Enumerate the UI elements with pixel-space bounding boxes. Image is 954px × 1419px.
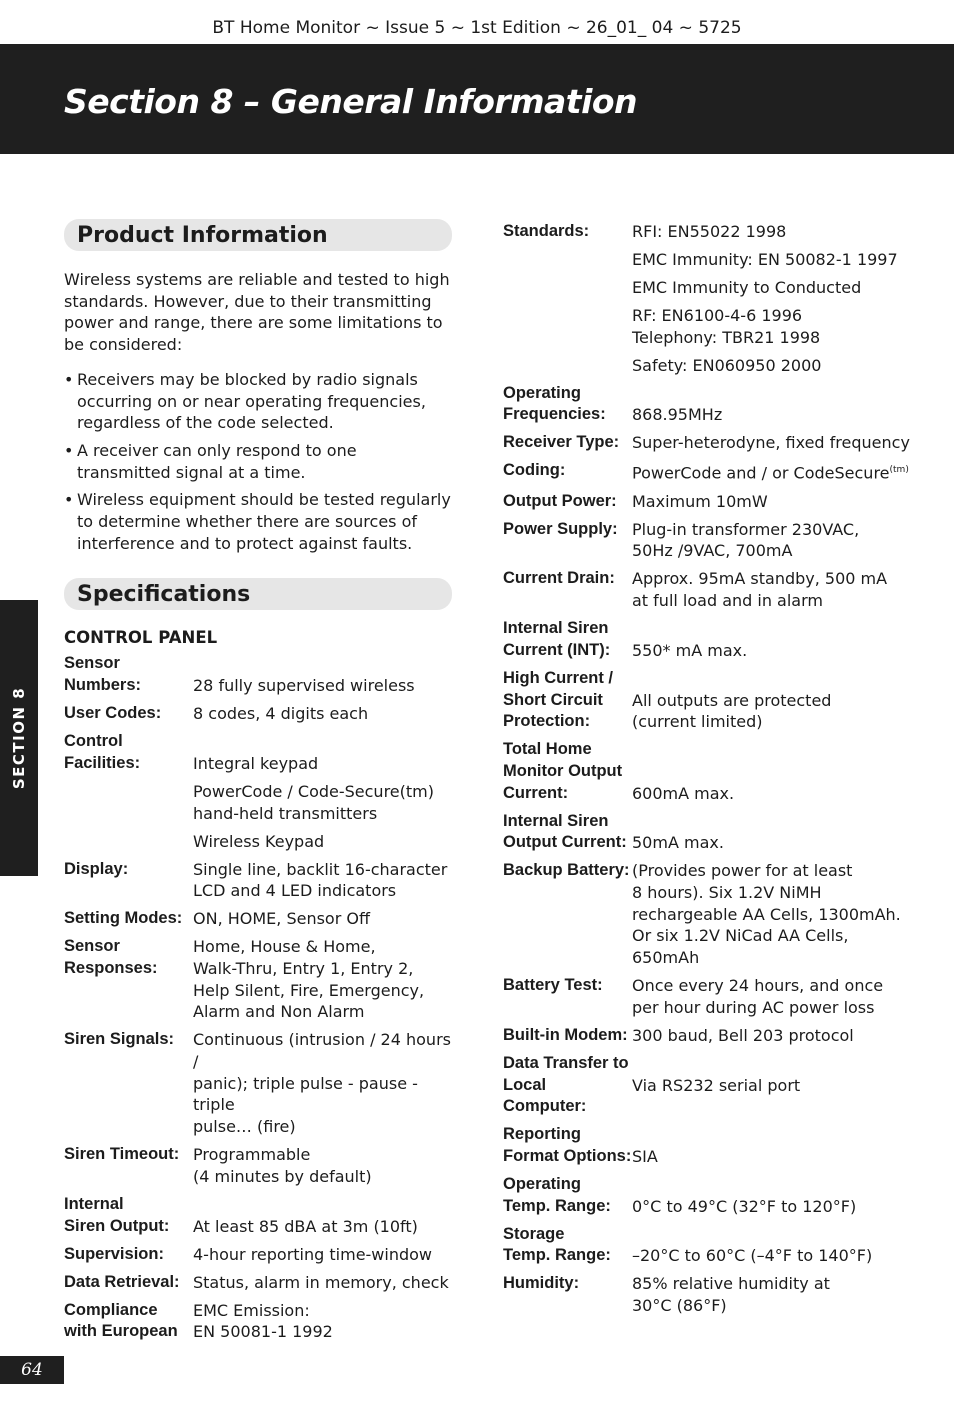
- spec-label: Output Power:: [503, 491, 617, 510]
- spec-value: Status, alarm in memory, check: [193, 1272, 449, 1292]
- spec-row: [503, 668, 923, 733]
- product-intro-paragraph: Wireless systems are reliable and tested to high standards. However, due to their transmitting power and range, there are some limitations to be considered:: [64, 270, 450, 355]
- spec-label: Humidity:: [503, 1274, 580, 1293]
- spec-value: All outputs are protected (current limited): [632, 690, 832, 732]
- spec-row: [64, 653, 452, 696]
- spec-row: [64, 831, 452, 853]
- document-header: BT Home Monitor ~ Issue 5 ~ 1st Edition ~ 26_01_ 04 ~ 5725: [212, 18, 742, 38]
- spec-row: [64, 1244, 452, 1266]
- left-spec-list: [64, 653, 452, 1343]
- spec-row: [503, 568, 923, 611]
- spec-value: At least 85 dBA at 3m (10ft): [193, 1216, 418, 1236]
- list-item: • Wireless equipment should be tested regularly to determine whether there are sources of interference and to protect against faults.: [64, 489, 452, 554]
- spec-value: 8 codes, 4 digits each: [193, 704, 369, 724]
- spec-row: [503, 1124, 923, 1167]
- section-title-bar: [0, 44, 954, 154]
- spec-value: PowerCode / Code-Secure(tm) hand-held transmitters: [193, 781, 434, 823]
- spec-label: [503, 249, 632, 271]
- spec-row: [503, 811, 923, 854]
- spec-value: 4-hour reporting time-window: [193, 1244, 433, 1264]
- spec-row: [503, 305, 923, 348]
- spec-value: 50mA max.: [632, 833, 724, 853]
- right-column: [503, 221, 923, 1317]
- spec-row: [64, 1194, 452, 1237]
- spec-label: Operating Temp. Range:: [503, 1174, 611, 1215]
- spec-label: Storage Temp. Range:: [503, 1224, 611, 1265]
- spec-value: Programmable (4 minutes by default): [193, 1145, 372, 1186]
- spec-value: –20°C to 60°C (–4°F to 140°F): [632, 1246, 873, 1266]
- spec-label: Built-in Modem:: [503, 1025, 628, 1044]
- spec-value: (Provides power for at least 8 hours). Six 1.2V NiMH rechargeable AA Cells, 1300mAh. Or six 1.2V NiCad AA Cells, 650mAh: [632, 861, 901, 968]
- spec-label: Setting Modes:: [64, 909, 183, 928]
- spec-row: [64, 936, 452, 1023]
- side-tab-label: SECTION 8: [10, 686, 28, 790]
- spec-value: ON, HOME, Sensor Off: [193, 909, 370, 929]
- product-information-heading: Product Information: [64, 219, 452, 251]
- spec-row: [64, 908, 452, 930]
- spec-label: Display:: [64, 859, 129, 878]
- spec-row: [64, 859, 452, 902]
- spec-row: [503, 1224, 923, 1267]
- spec-label: Internal Siren Output:: [64, 1194, 170, 1235]
- spec-value: 300 baud, Bell 203 protocol: [632, 1025, 854, 1045]
- spec-value: 868.95MHz: [632, 405, 723, 425]
- spec-row: [64, 1272, 452, 1294]
- limitations-list: [64, 369, 452, 555]
- spec-label: Standards:: [503, 222, 590, 240]
- spec-label: Sensor Responses:: [64, 937, 158, 977]
- spec-row: [503, 355, 923, 377]
- spec-value: EMC Immunity to Conducted: [632, 278, 862, 297]
- spec-value: Home, House & Home, Walk-Thru, Entry 1, Entry 2, Help Silent, Fire, Emergency, Alarm and Non Alarm: [193, 937, 425, 1022]
- spec-row: [503, 491, 923, 513]
- spec-label: Siren Timeout:: [64, 1145, 180, 1164]
- spec-label: User Codes:: [64, 704, 162, 723]
- spec-row: [503, 1025, 923, 1047]
- spec-label: Supervision:: [64, 1244, 164, 1263]
- spec-row: [503, 975, 923, 1018]
- spec-label: Backup Battery:: [503, 861, 630, 880]
- spec-label: Sensor Numbers:: [64, 654, 142, 695]
- spec-row: [64, 1029, 452, 1138]
- spec-row: [503, 519, 923, 562]
- spec-row: [503, 383, 923, 426]
- spec-label: Power Supply:: [503, 519, 618, 538]
- spec-label: [503, 277, 632, 299]
- spec-value: 28 fully supervised wireless: [193, 676, 415, 696]
- spec-label: Data Transfer to Local Computer:: [503, 1053, 629, 1116]
- control-panel-subheading: CONTROL PANEL: [64, 628, 218, 648]
- spec-label: Coding:: [503, 461, 566, 480]
- spec-row: [503, 1053, 923, 1118]
- left-column: [64, 219, 452, 1343]
- spec-value: Once every 24 hours, and once per hour during AC power loss: [632, 976, 884, 1017]
- side-section-tab: [0, 600, 38, 876]
- spec-value: RFI: EN55022 1998: [632, 222, 787, 241]
- spec-value: RF: EN6100-4-6 1996 Telephony: TBR21 1998: [632, 306, 821, 347]
- spec-value: Plug-in transformer 230VAC, 50Hz /9VAC, 700mA: [632, 519, 860, 561]
- specifications-heading: Specifications: [64, 578, 452, 610]
- spec-row: [503, 1174, 923, 1217]
- spec-row: [64, 703, 452, 725]
- spec-label: Total Home Monitor Output Current:: [503, 740, 623, 802]
- spec-row: [64, 731, 452, 774]
- spec-row: [64, 1300, 452, 1343]
- spec-label: [64, 781, 193, 824]
- spec-row: [503, 618, 923, 661]
- spec-value: 600mA max.: [632, 783, 735, 803]
- right-spec-list: [503, 221, 923, 1317]
- spec-label: Internal Siren Current (INT):: [503, 619, 611, 659]
- spec-value: Continuous (intrusion / 24 hours / panic); triple pulse - pause - triple pulse… (fire): [193, 1030, 451, 1137]
- spec-value: Integral keypad: [193, 753, 319, 773]
- spec-label: Internal Siren Output Current:: [503, 811, 627, 852]
- spec-label: Current Drain:: [503, 569, 615, 588]
- spec-label: [503, 305, 632, 348]
- page-number: 64: [0, 1356, 64, 1384]
- spec-label: Data Retrieval:: [64, 1272, 180, 1291]
- list-item: • A receiver can only respond to one transmitted signal at a time.: [64, 440, 452, 483]
- spec-label: Receiver Type:: [503, 433, 620, 452]
- spec-row: [503, 1273, 923, 1316]
- spec-row: [503, 277, 923, 299]
- spec-row: [503, 460, 923, 484]
- spec-value: Safety: EN060950 2000: [632, 355, 822, 375]
- spec-label: [64, 831, 193, 853]
- spec-value: 85% relative humidity at 30°C (86°F): [632, 1274, 830, 1316]
- spec-label: Battery Test:: [503, 976, 603, 995]
- spec-label: High Current / Short Circuit Protection:: [503, 668, 613, 731]
- spec-value: EMC Immunity: EN 50082-1 1997: [632, 250, 898, 269]
- spec-row: [503, 739, 923, 804]
- spec-value: 550* mA max.: [632, 640, 748, 660]
- spec-label: Control Facilities:: [64, 732, 141, 772]
- spec-value: Via RS232 serial port: [632, 1075, 801, 1095]
- spec-value: PowerCode and / or CodeSecure$^{(tm)}$: [632, 463, 909, 483]
- spec-value: Single line, backlit 16-character LCD and 4 LED indicators: [193, 859, 448, 901]
- spec-row: [503, 860, 923, 969]
- spec-row: [64, 1144, 452, 1187]
- spec-row: [503, 249, 923, 271]
- trademark-superscript: (tm): [889, 465, 909, 476]
- section-title: Section 8 – General Information: [64, 82, 638, 121]
- spec-value: 0°C to 49°C (32°F to 120°F): [632, 1196, 857, 1216]
- spec-value: Approx. 95mA standby, 500 mA at full load and in alarm: [632, 569, 888, 611]
- spec-value: Maximum 10mW: [632, 491, 768, 511]
- spec-label: Siren Signals:: [64, 1030, 175, 1049]
- spec-value: Super-heterodyne, fixed frequency: [632, 433, 910, 453]
- list-item: • Receivers may be blocked by radio signals occurring on or near operating frequencies, regardless of the code selected.: [64, 369, 452, 434]
- spec-value: SIA: [632, 1146, 658, 1166]
- spec-label: Compliance with European: [64, 1300, 178, 1341]
- spec-value: Wireless Keypad: [193, 831, 325, 851]
- spec-row: [503, 221, 923, 243]
- spec-label: [503, 355, 632, 377]
- spec-label: Operating Frequencies:: [503, 383, 606, 424]
- spec-label: Reporting Format Options:: [503, 1125, 632, 1165]
- spec-row: [64, 781, 452, 824]
- spec-row: [503, 432, 923, 454]
- spec-value: EMC Emission: EN 50081-1 1992: [193, 1300, 333, 1342]
